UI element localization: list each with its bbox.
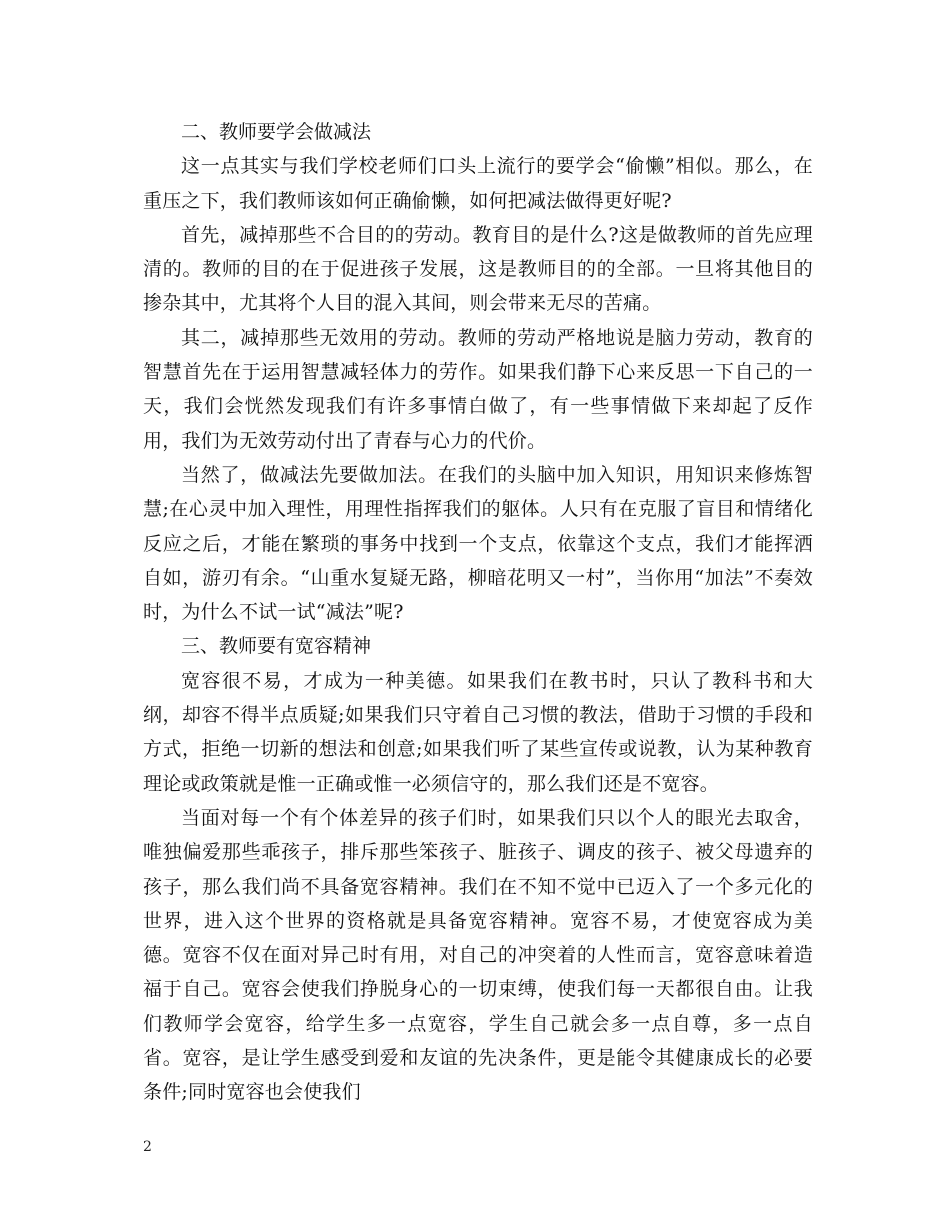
- page-number: 2: [143, 1139, 152, 1155]
- section-three-paragraph-1: 宽容很不易，才成为一种美德。如果我们在教书时，只认了教科书和大纲，却容不得半点质疑;如果我们只守着自己习惯的教法，借助于习惯的手段和方式，拒绝一切新的想法和创意;如果我们听了某些宣传或说教，认为某种教育理论或政策就是惟一正确或惟一必须信守的，那么我们还是不宽容。: [143, 669, 813, 795]
- section-two-paragraph-1: 这一点其实与我们学校老师们口头上流行的要学会“偷懒”相似。那么，在重压之下，我们教师该如何正确偷懒，如何把减法做得更好呢?: [143, 155, 813, 212]
- section-two-paragraph-3: 其二，减掉那些无效用的劳动。教师的劳动严格地说是脑力劳动，教育的智慧首先在于运用智慧减轻体力的劳作。如果我们静下心来反思一下自己的一天，我们会恍然发现我们有许多事情白做了，有一些事情做下来却起了反作用，我们为无效劳动付出了青春与心力的代价。: [143, 326, 813, 452]
- section-three-paragraph-2: 当面对每一个有个体差异的孩子们时，如果我们只以个人的眼光去取舍，唯独偏爱那些乖孩子，排斥那些笨孩子、脏孩子、调皮的孩子、被父母遗弃的孩子，那么我们尚不具备宽容精神。我们在不知不觉中已迈入了一个多元化的世界，进入这个世界的资格就是具备宽容精神。宽容不易，才使宽容成为美德。宽容不仅在面对异己时有用，对自己的冲突着的人性而言，宽容意味着造福于自己。宽容会使我们挣脱身心的一切束缚，使我们每一天都很自由。让我们教师学会宽容，给学生多一点宽容，学生自己就会多一点自尊，多一点自省。宽容，是让学生感受到爱和友谊的先决条件，更是能令其健康成长的必要条件;同时宽容也会使我们: [143, 806, 813, 1104]
- section-three-heading: 三、教师要有宽容精神: [181, 635, 372, 658]
- section-two-paragraph-2: 首先，减掉那些不合目的的劳动。教育目的是什么?这是做教师的首先应理清的。教师的目的在于促进孩子发展，这是教师目的的全部。一旦将其他目的掺杂其中，尤其将个人目的混入其间，则会带来无尽的苦痛。: [143, 223, 813, 315]
- document-body: [143, 115, 813, 1110]
- section-two-heading: 二、教师要学会做减法: [181, 121, 372, 143]
- section-two-paragraph-4: 当然了，做减法先要做加法。在我们的头脑中加入知识，用知识来修炼智慧;在心灵中加入理性，用理性指挥我们的躯体。人只有在克服了盲目和情绪化反应之后，才能在繁琐的事务中找到一个支点，依靠这个支点，我们才能挥洒自如，游刃有余。“山重水复疑无路，柳暗花明又一村”，当你用“加法”不奏效时，为什么不试一试“减法”呢?: [143, 463, 813, 624]
